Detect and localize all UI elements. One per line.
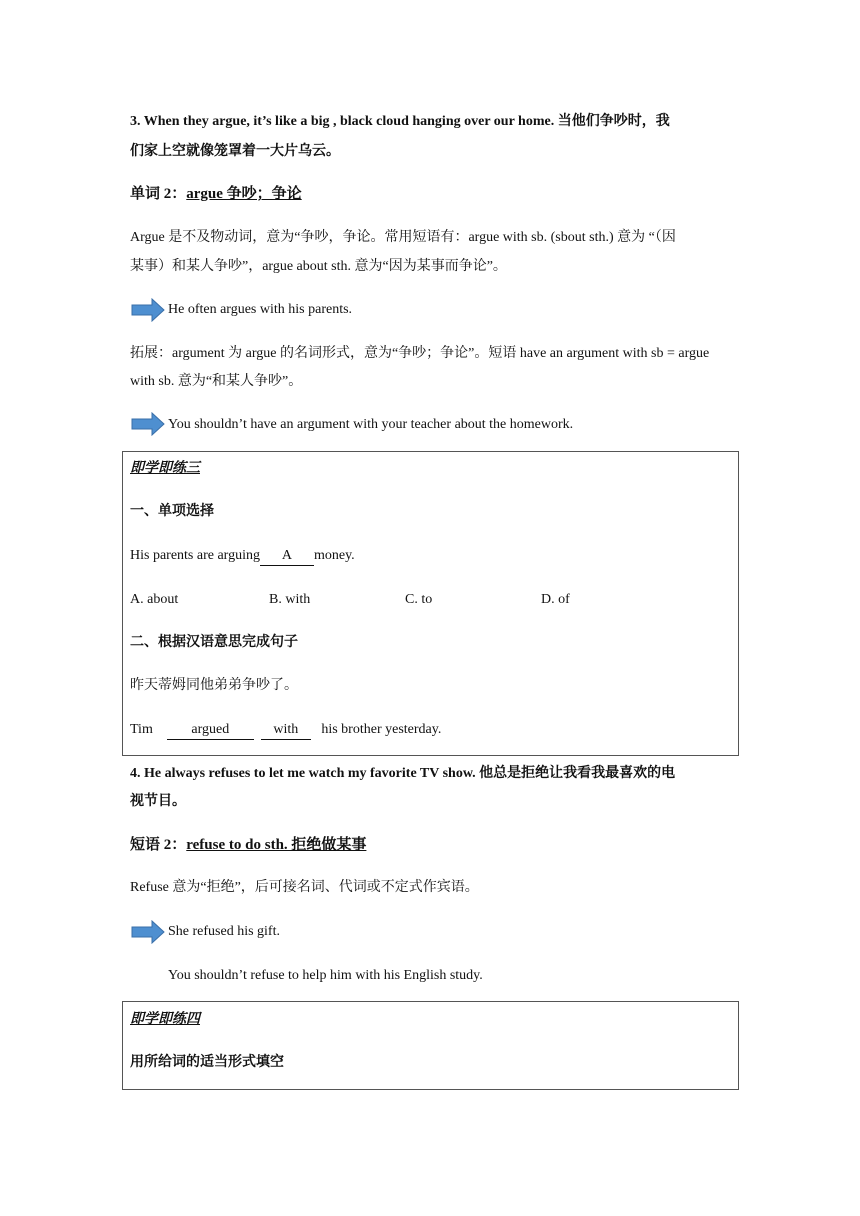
argue-explanation-line-1: Argue 是不及物动词，意为“争吵，争论。常用短语有：argue with sb. (sbout sth.) 意为 “（因 — [130, 230, 676, 245]
arrow-right-icon — [131, 298, 165, 322]
option-a: A. about — [130, 592, 179, 607]
sentence-3-line-1: 3. When they argue, it’s like a big , black cloud hanging over our home. 当他们争吵时，我 — [130, 114, 670, 129]
option-c: C. to — [405, 592, 433, 607]
answer-blank: A — [260, 547, 314, 566]
sentence-4-line-1: 4. He always refuses to let me watch my favorite TV show. 他总是拒绝让我看我最喜欢的电 — [130, 766, 676, 781]
extension-line-1: 拓展：argument 为 argue 的名词形式，意为“争吵；争论”。短语 have an argument with sb = argue — [130, 346, 710, 361]
completion-sentence — [130, 716, 441, 744]
word-2-term: argue 争吵；争论 — [186, 186, 302, 202]
question-text: His parents are arguing — [130, 548, 260, 563]
refuse-explanation: Refuse 意为“拒绝”，后可接名词、代词或不定式作宾语。 — [130, 880, 479, 895]
sentence-start: Tim — [130, 722, 153, 737]
arrow-right-icon — [131, 920, 165, 944]
word-2-heading — [130, 180, 302, 208]
example-4: You shouldn’t refuse to help him with his English study. — [168, 968, 483, 983]
phrase-2-term: refuse to do sth. 拒绝做某事 — [186, 837, 367, 853]
word-2-prefix: 单词 2： — [130, 186, 187, 202]
sentence-end: his brother yesterday. — [321, 722, 442, 737]
option-d: D. of — [541, 592, 570, 607]
example-3: She refused his gift. — [168, 924, 280, 939]
sentence-4-line-2: 视节目。 — [130, 794, 186, 809]
section-single-choice: 一、单项选择 — [130, 504, 214, 519]
practice-4-title: 即学即练四 — [130, 1012, 200, 1027]
argue-explanation-line-2: 某事）和某人争吵”，argue about sth. 意为“因为某事而争论”。 — [130, 259, 507, 274]
option-b: B. with — [269, 592, 311, 607]
practice-3-title: 即学即练三 — [130, 461, 200, 476]
chinese-sentence: 昨天蒂姆同他弟弟争吵了。 — [130, 678, 298, 693]
sentence-3-line-2: 们家上空就像笼罩着一大片乌云。 — [130, 144, 340, 159]
practice-4-instruction: 用所给词的适当形式填空 — [130, 1055, 284, 1070]
phrase-2-prefix: 短语 2： — [130, 837, 187, 853]
choice-question — [130, 542, 355, 570]
answer-blank-1: argued — [167, 721, 254, 740]
extension-line-2: with sb. 意为“和某人争吵”。 — [130, 374, 303, 389]
question-tail: money. — [313, 548, 355, 563]
arrow-right-icon — [131, 412, 165, 436]
phrase-2-heading — [130, 831, 366, 859]
example-2: You shouldn’t have an argument with your teacher about the homework. — [168, 417, 574, 432]
section-complete-sentence: 二、根据汉语意思完成句子 — [130, 635, 298, 650]
answer-blank-2: with — [261, 721, 311, 740]
example-1: He often argues with his parents. — [168, 302, 353, 317]
